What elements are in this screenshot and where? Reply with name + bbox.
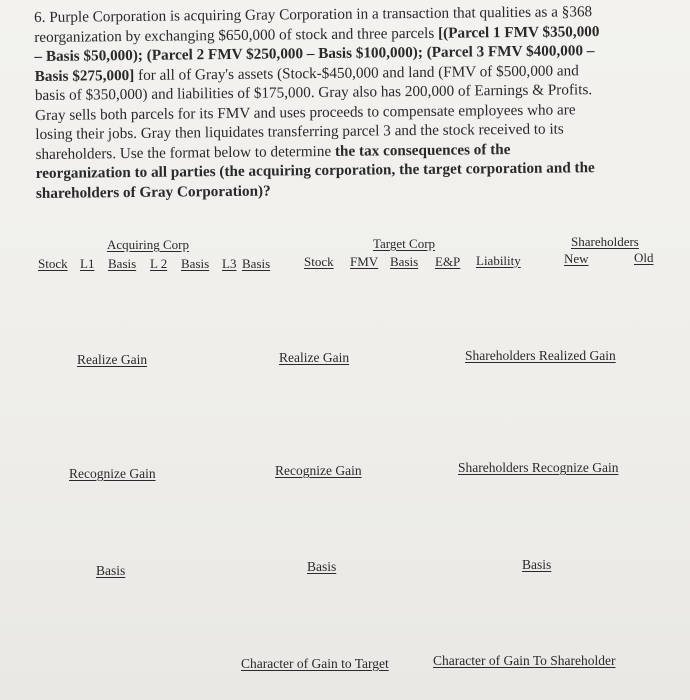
problem-line: losing their jobs. Gray then liquidates transferring parcel 3 and the stock received to its [35, 120, 564, 143]
shareholders-basis-label: Basis [522, 557, 552, 572]
problem-line: basis of $350,000) and liabilities of $175,000. Gray also has 200,000 of Earnings & Profits. [34, 81, 593, 104]
shareholders-title: Shareholders [571, 234, 639, 249]
shareholders-col-old: Old [634, 250, 654, 265]
shareholders-realized-gain-label: Shareholders Realized Gain [465, 348, 616, 363]
target-col-ep: E&P [435, 254, 461, 269]
shareholders-col-new: New [564, 251, 589, 266]
acquiring-corp-title: Acquiring Corp [107, 237, 189, 252]
acquiring-basis-label: Basis [96, 563, 126, 578]
acquiring-col-basis3: Basis [242, 256, 271, 271]
problem-line: shareholders. Use the format below to determine the tax consequences of the [35, 140, 511, 163]
acquiring-realize-gain-label: Realize Gain [77, 352, 148, 367]
acquiring-col-stock: Stock [38, 256, 68, 271]
target-basis-label: Basis [307, 559, 337, 574]
problem-line: reorganization by exchanging $650,000 of stock and three parcels [(Parcel 1 FMV $350,000 [34, 22, 600, 46]
problem-statement [34, 1, 666, 203]
acquiring-recognize-gain-label: Recognize Gain [69, 466, 156, 481]
character-gain-target-label: Character of Gain to Target [241, 656, 389, 671]
target-col-fmv: FMV [350, 254, 379, 269]
shareholders-recognize-gain-label: Shareholders Recognize Gain [458, 460, 619, 475]
problem-line: 6. Purple Corporation is acquiring Gray Corporation in a transaction that qualities as a §368 [34, 3, 593, 26]
target-recognize-gain-label: Recognize Gain [275, 463, 362, 478]
acquiring-col-basis1: Basis [108, 256, 137, 271]
character-gain-shareholder-label: Character of Gain To Shareholder [433, 653, 616, 668]
problem-line: shareholders of Gray Corporation)? [35, 182, 271, 202]
target-col-liability: Liability [476, 253, 521, 268]
target-col-stock: Stock [304, 254, 334, 269]
acquiring-col-basis2: Basis [181, 256, 210, 271]
acquiring-col-l3: L3 [222, 256, 237, 271]
problem-line: Gray sells both parcels for its FMV and uses proceeds to compensate employees who are [35, 100, 576, 124]
target-realize-gain-label: Realize Gain [279, 350, 350, 365]
target-col-basis: Basis [390, 254, 419, 269]
acquiring-col-l1: L1 [80, 256, 95, 271]
problem-line: Basis $275,000] for all of Gray's assets (Stock-$450,000 and land (FMV of $500,000 and [34, 61, 579, 85]
target-corp-title: Target Corp [373, 236, 436, 251]
acquiring-col-l2: L 2 [150, 256, 168, 271]
problem-line: – Basis $50,000); (Parcel 2 FMV $250,000 – Basis $100,000); (Parcel 3 FMV $400,000 – [34, 42, 595, 65]
problem-line: reorganization to all parties (the acquiring corporation, the target corporation and the [35, 159, 595, 182]
